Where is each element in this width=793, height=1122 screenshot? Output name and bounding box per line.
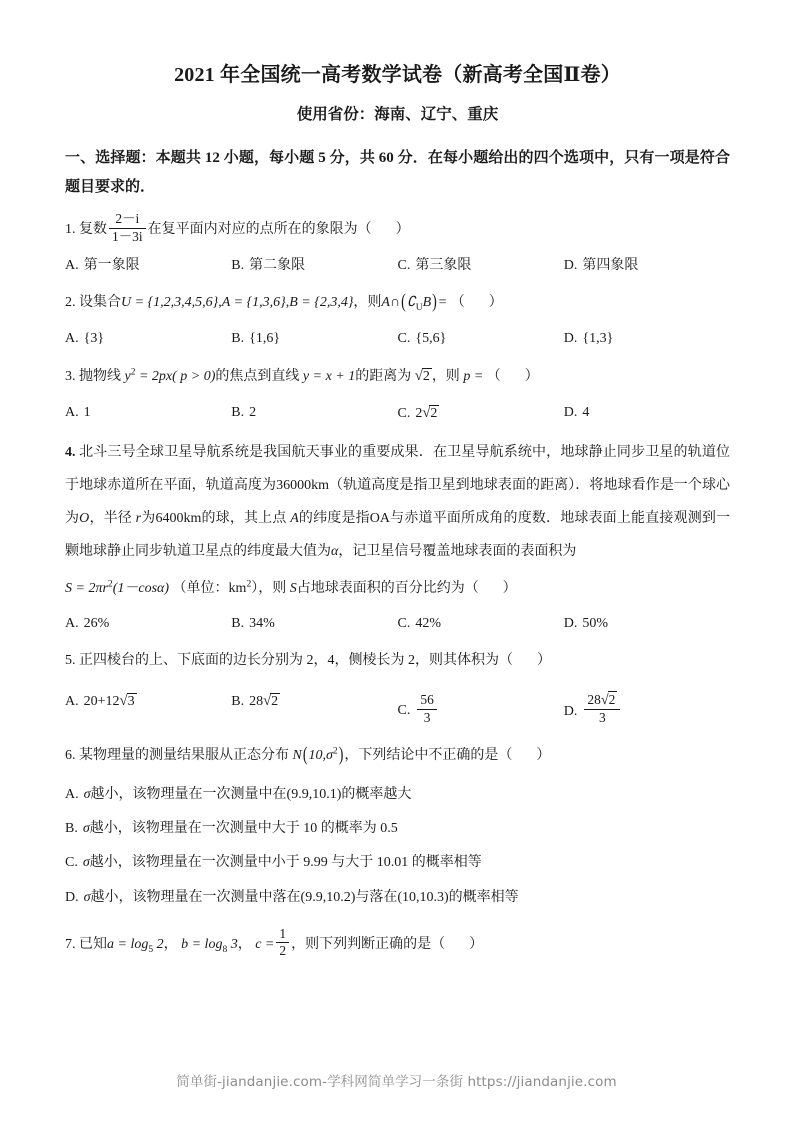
question-6-stem [65,742,730,770]
point-o: O [79,510,90,526]
option-b-text: 28√2 [249,693,279,710]
question-2-text-pre: 设集合 [79,294,121,310]
question-1-stem [65,212,730,244]
option-b-text: 越小，该物理量在一次测量中大于 10 的概率为 0.5 [89,821,398,837]
question-4-line-3a: 个球心为 [65,477,731,526]
option-a[interactable] [65,328,231,350]
question-5-close: ） [536,653,551,669]
option-d[interactable] [564,613,730,635]
option-a[interactable] [65,778,730,812]
question-6 [65,742,730,915]
option-d[interactable] [564,328,730,350]
question-2-paren-close: ） [488,294,503,310]
fraction-denominator: 1－3i [112,228,143,244]
option-b-label: B. [231,404,245,420]
option-a[interactable] [65,693,231,726]
option-c-label: C. [397,257,411,273]
option-a-text: 第一象限 [83,257,140,273]
set-a: A = {1,3,6} [221,294,286,310]
option-d-text: 越小，该物理量在一次测量中落在(9.9,10.2)与落在(10,10.3)的概率相等 [90,889,519,905]
option-a-text: 20+12√3 [83,693,135,710]
question-5 [65,647,730,726]
question-1-fraction [109,212,146,244]
option-a-label: A. [65,404,79,420]
option-d[interactable] [564,402,730,426]
option-b-text: 34% [249,615,275,631]
answer-blank [513,653,537,668]
sqrt-2: √2 [414,368,430,385]
option-b-text: 第二象限 [249,257,306,273]
question-3-text-mid: 的焦点到直线 [215,369,300,385]
question-4-line-4a: 接观测到一颗地球静止同步轨道卫星点的纬度最大值为 [65,510,731,559]
question-4 [65,437,730,635]
question-4-line-3e: 的纬度是指 [298,510,370,526]
question-7-close: ） [469,937,484,953]
option-b-label: B. [231,694,245,710]
option-d-label: D. [563,330,578,346]
question-2-text-mid: ，则 [353,294,382,310]
line-equation: y = x + 1 [302,369,356,385]
answer-blank [512,748,536,763]
unknown-p: p = [463,369,484,385]
answer-blank [465,295,489,310]
question-4-line-3f: 与赤道平面所成角的度数．地球表面上能直 [390,510,660,526]
option-d-label: D. [563,257,578,273]
option-c-label: C. [397,405,411,421]
parabola-equation: $y^2 = 2px$( p > 0) [124,367,216,385]
question-4-options [65,613,730,635]
question-7-stem [65,927,730,960]
option-a-label: A. [65,615,79,631]
answer-blank [501,369,525,384]
option-d-label: D. [563,615,578,631]
question-2 [65,289,730,350]
expr-b: $b = \log_8 3$ [181,937,238,955]
option-c[interactable] [398,613,564,635]
sep-1: ， [163,937,178,953]
question-4-stem [65,437,730,569]
option-d-label: D. [65,889,79,905]
option-c-text: 42% [415,615,442,631]
alpha-symbol: α [331,543,339,559]
option-b[interactable] [231,328,397,350]
question-4-line-3b: ，半径 [89,510,132,526]
document-content [65,62,730,966]
question-1-options [65,255,730,277]
question-5-number: 5. [65,653,76,669]
question-3-number: 3. [65,369,76,385]
question-6-text-pre: 某物理量的测量结果服从正态分布 [79,747,289,763]
option-c-label: C. [65,855,78,871]
option-c-label: C. [397,330,411,346]
sigma-icon: σ [82,855,90,871]
option-c[interactable] [398,693,564,726]
answer-blank [479,581,503,596]
option-a-text: {3} [83,330,105,346]
unit-prefix: （单位： [172,580,229,596]
section-heading: 一、选择题：本题共 12 小题，每小题 5 分，共 60 分．在每小题给出的四个选项中，只有一项是符合题目要求的． [65,149,730,196]
question-2-options [65,328,730,350]
answer-blank [372,223,396,238]
set-u: U = {1,2,3,4,5,6} [121,294,219,310]
question-6-number: 6. [65,747,76,763]
question-3-options [65,402,730,426]
option-c-fraction: $\frac{56}{3}$ [417,693,436,725]
option-c-text: 第三象限 [415,257,472,273]
set-expression: $A\cap(∁_UB)=$ [381,291,448,314]
option-b[interactable] [231,693,397,726]
symbol-s: S [289,580,297,596]
option-a[interactable] [65,402,231,426]
sigma-icon: σ [83,786,91,802]
option-d-text: 第四象限 [582,257,639,273]
question-3-paren-open: （ [486,369,501,385]
option-d-text: 50% [582,615,609,631]
question-5-text: 正四棱台的上、下底面的边长分别为 2，4，侧棱长为 2，则其体积为（ [79,653,513,669]
normal-distribution: $N(10,\sigma^2)$ [292,744,344,766]
question-4-line-3d: 的球，其上点 [201,510,287,526]
option-a-label: A. [65,694,79,710]
question-6-options [65,778,730,915]
question-1-text-pre: 复数 [79,222,107,238]
question-3-text-mid2: 的距离为 [355,369,412,385]
option-c-label: C. [397,703,411,719]
orbit-altitude: 36000km [276,477,329,493]
option-b[interactable] [65,812,730,846]
question-7 [65,927,730,960]
earth-radius: 6400km [155,510,202,526]
option-a[interactable] [65,613,231,635]
fraction-numerator: 1 [276,927,289,944]
question-3-paren-close: ） [524,369,539,385]
unit-label: $km^2$ [228,578,252,596]
option-a-text: 26% [83,615,110,631]
unit-suffix: ），则 [251,580,287,596]
option-a-text: 1 [83,404,91,420]
question-6-close: ） [536,747,551,763]
expr-c: c = [255,937,275,953]
option-c[interactable] [398,255,564,277]
question-5-options [65,693,730,726]
surface-area-formula: $S = 2\pi r^2(1-\cos\alpha)$ [65,578,170,596]
question-4-line-3c: 为 [141,510,156,526]
answer-blank [445,937,469,952]
question-1 [65,212,730,277]
question-3-text-pre: 抛物线 [79,369,121,385]
question-7-number: 7. [65,937,76,953]
option-d[interactable] [564,693,730,726]
option-b-label: B. [231,257,245,273]
expr-a: $a = \log_5 2$ [107,937,164,955]
question-4-line-2a: 位于地球赤道所在平面，轨道高度为 [65,445,731,493]
option-c-text: 越小，该物理量在一次测量中小于 9.99 与大于 10.01 的概率相等 [89,855,482,871]
option-c[interactable] [398,328,564,350]
footer-watermark: 简单街-jiandanjie.com-学科网简单学习一条街 https://jiandanjie.com [176,1074,617,1090]
set-b: B = {2,3,4} [289,294,354,310]
option-b[interactable] [231,613,397,635]
option-d-text: {1,3} [582,330,614,346]
option-b-label: B. [65,821,78,837]
option-b-label: B. [231,615,245,631]
option-d[interactable] [65,881,730,915]
option-d-text: 4 [582,404,590,420]
option-c-text: {5,6} [415,330,447,346]
option-b[interactable] [231,402,397,426]
question-1-close: ） [395,222,410,238]
option-c[interactable] [65,846,730,880]
option-c-text: 2√2 [415,404,438,421]
question-4-tail: 占地球表面积的百分比约为（ [296,580,479,596]
option-c[interactable] [398,402,564,426]
option-d-fraction: $\frac{28√2}{3}$ [584,693,620,726]
question-4-line-4b: ，记卫星信号覆盖地球表面的表面积为 [338,543,577,559]
question-7-text-pre: 已知 [79,937,107,953]
option-a-text: 越小，该物理量在一次测量中在(9.9,10.1)的概率越大 [90,786,412,802]
document-subtitle: 使用省份：海南、辽宁、重庆 [296,106,499,123]
sigma-icon: σ [82,821,90,837]
option-d-label: D. [563,703,578,719]
question-4-number: 4. [65,445,76,461]
question-4-line-2b: （轨道高度是指卫星到地球表面的距离）．将地球看作是一 [328,477,688,493]
fraction-numerator: 2－i [109,212,146,229]
page-title: 2021 年全国统一高考数学试卷（新高考全国Ⅱ卷） [174,64,621,86]
question-2-stem: 2. 设集合U = {1,2,3,4,5,6},A = {1,3,6},B = {2,3,4}，则$A\cap(∁_UB)=$ （ ） [65,291,503,314]
option-b-text: {1,6} [249,330,281,346]
question-2-paren-open: （ [450,294,465,310]
option-c-label: C. [397,615,411,631]
sigma-icon: σ [83,889,91,905]
question-2-number: 2. [65,294,76,310]
option-d[interactable] [564,255,730,277]
question-4-formula-line [65,575,730,603]
question-1-text-post: 在复平面内对应的点所在的象限为（ [147,222,372,238]
option-a-label: A. [65,786,79,802]
option-a[interactable] [65,255,231,277]
question-3-text-mid3: ，则 [431,369,460,385]
option-b-text: 2 [249,404,257,420]
question-5-stem [65,647,730,675]
question-3 [65,362,730,425]
option-d-label: D. [563,404,578,420]
question-6-text-post: ，下列结论中不正确的是（ [344,747,513,763]
option-a-label: A. [65,330,79,346]
expr-c-fraction [276,927,289,959]
fraction-denominator: 2 [279,943,287,959]
question-3-stem [65,362,730,391]
point-a: A [290,510,299,526]
radius-symbol: r [135,510,142,526]
option-a-label: A. [65,257,79,273]
option-b-label: B. [231,330,245,346]
question-4-tail-close: ） [502,580,517,596]
question-7-text-post: ，则下列判断正确的是（ [291,937,446,953]
sep-2: ， [237,937,252,953]
question-1-number: 1. [65,222,76,238]
question-4-line-1: 北斗三号全球卫星导航系统是我国航天事业的重要成果．在卫星导航系统中，地球静止同步卫星的轨道 [79,445,717,461]
segment-oa: OA [369,510,391,526]
option-b[interactable] [231,255,397,277]
